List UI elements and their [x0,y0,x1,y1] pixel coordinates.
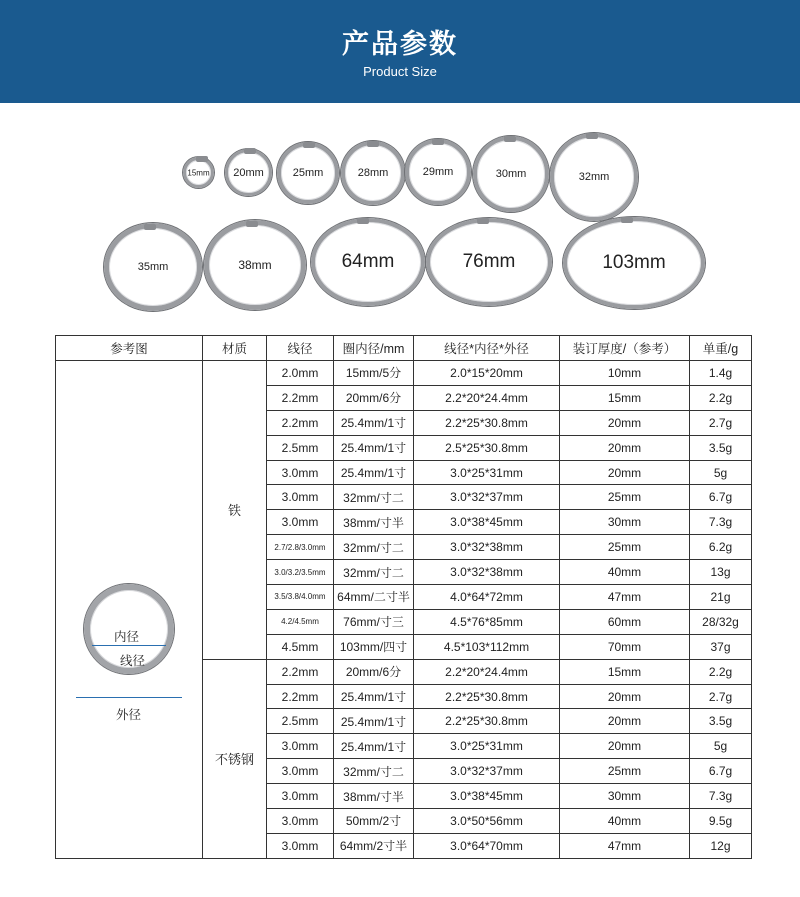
dimensions-cell: 3.0*32*37mm [414,759,560,784]
inner-diameter-cell: 50mm/2寸 [334,809,414,834]
wire-diameter-cell: 2.0mm [267,361,334,386]
unit-weight-cell: 28/32g [690,609,752,634]
dimensions-cell: 3.0*32*37mm [414,485,560,510]
unit-weight-cell: 6.7g [690,759,752,784]
ring-32mm [550,133,638,221]
inner-diameter-cell: 32mm/寸二 [334,560,414,585]
inner-diameter-cell: 15mm/5分 [334,361,414,386]
outer-diameter-arrow [76,697,182,698]
spec-table [55,335,752,859]
col-header: 参考图 [56,336,203,361]
inner-diameter-cell: 25.4mm/1寸 [334,410,414,435]
inner-diameter-cell: 25.4mm/1寸 [334,734,414,759]
wire-diameter-label: 线径 [120,654,146,669]
unit-weight-cell: 5g [690,460,752,485]
unit-weight-cell: 3.5g [690,435,752,460]
unit-weight-cell: 1.4g [690,361,752,386]
table-header-row [56,336,752,361]
ring-label: 25mm [292,167,324,179]
binding-thickness-cell: 60mm [560,609,690,634]
col-header: 线径 [267,336,334,361]
inner-diameter-cell: 32mm/寸二 [334,485,414,510]
material-iron: 铁 [203,361,267,660]
unit-weight-cell: 6.2g [690,535,752,560]
unit-weight-cell: 7.3g [690,510,752,535]
ring-20mm [225,149,272,196]
ring-label: 32mm [578,171,610,183]
binding-thickness-cell: 47mm [560,585,690,610]
inner-diameter-cell: 20mm/6分 [334,659,414,684]
dimensions-cell: 3.0*25*31mm [414,734,560,759]
inner-diameter-cell: 25.4mm/1寸 [334,684,414,709]
unit-weight-cell: 2.7g [690,684,752,709]
wire-diameter-cell: 2.2mm [267,684,334,709]
dimensions-cell: 2.2*25*30.8mm [414,709,560,734]
unit-weight-cell: 2.7g [690,410,752,435]
binding-thickness-cell: 25mm [560,759,690,784]
dimensions-cell: 4.5*76*85mm [414,609,560,634]
inner-diameter-cell: 64mm/二寸半 [334,585,414,610]
ring-64mm [311,218,425,306]
col-header: 材质 [203,336,267,361]
dimensions-cell: 3.0*32*38mm [414,535,560,560]
inner-diameter-cell: 38mm/寸半 [334,510,414,535]
page-subtitle: Product Size [363,64,437,79]
dimensions-cell: 2.2*25*30.8mm [414,684,560,709]
unit-weight-cell: 7.3g [690,784,752,809]
unit-weight-cell: 2.2g [690,659,752,684]
wire-diameter-cell: 2.7/2.8/3.0mm [267,535,334,560]
dimensions-cell: 3.0*38*45mm [414,784,560,809]
wire-diameter-cell: 2.5mm [267,435,334,460]
col-header: 装订厚度/（参考） [560,336,690,361]
dimensions-cell: 3.0*50*56mm [414,809,560,834]
ring-label: 35mm [137,261,169,273]
ring-label: 103mm [602,252,666,273]
ring-label: 76mm [462,251,516,272]
page-title: 产品参数 [342,29,458,60]
ring-76mm [426,218,552,306]
wire-diameter-cell: 2.2mm [267,410,334,435]
unit-weight-cell: 37g [690,634,752,659]
unit-weight-cell: 2.2g [690,385,752,410]
inner-diameter-cell: 32mm/寸二 [334,535,414,560]
wire-diameter-cell: 3.0mm [267,460,334,485]
wire-diameter-cell: 4.2/4.5mm [267,609,334,634]
dimensions-cell: 2.5*25*30.8mm [414,435,560,460]
wire-diameter-cell: 3.0mm [267,784,334,809]
col-header: 圈内径/mm [334,336,414,361]
inner-diameter-cell: 32mm/寸二 [334,759,414,784]
ring-label: 20mm [233,166,264,179]
dimensions-cell: 4.0*64*72mm [414,585,560,610]
ring-25mm [277,142,339,204]
unit-weight-cell: 5g [690,734,752,759]
binding-thickness-cell: 30mm [560,784,690,809]
wire-diameter-cell: 3.0mm [267,734,334,759]
reference-diagram-cell [56,361,203,859]
binding-thickness-cell: 20mm [560,460,690,485]
ring-103mm [563,217,705,309]
ring-label: 29mm [422,166,454,178]
wire-diameter-cell: 2.2mm [267,385,334,410]
binding-thickness-cell: 70mm [560,634,690,659]
unit-weight-cell: 12g [690,833,752,858]
inner-diameter-cell: 103mm/四寸 [334,634,414,659]
binding-thickness-cell: 40mm [560,560,690,585]
dimensions-cell: 2.2*20*24.4mm [414,659,560,684]
binding-thickness-cell: 20mm [560,709,690,734]
col-header: 单重/g [690,336,752,361]
dimensions-cell: 4.5*103*112mm [414,634,560,659]
col-header: 线径*内径*外径 [414,336,560,361]
inner-diameter-label: 内径 [114,630,140,645]
unit-weight-cell: 21g [690,585,752,610]
binding-thickness-cell: 20mm [560,684,690,709]
ring-29mm [405,139,471,205]
wire-diameter-cell: 3.0mm [267,510,334,535]
dimensions-cell: 3.0*64*70mm [414,833,560,858]
ring-label: 15mm [187,168,210,177]
wire-diameter-cell: 3.0/3.2/3.5mm [267,560,334,585]
outer-diameter-label: 外径 [116,708,142,723]
inner-diameter-cell: 25.4mm/1寸 [334,460,414,485]
binding-thickness-cell: 20mm [560,435,690,460]
ring-38mm [204,220,306,310]
binding-thickness-cell: 20mm [560,734,690,759]
binding-thickness-cell: 15mm [560,659,690,684]
inner-diameter-cell: 25.4mm/1寸 [334,435,414,460]
ring-label: 30mm [495,168,527,180]
wire-diameter-cell: 3.0mm [267,485,334,510]
dimensions-cell: 2.2*25*30.8mm [414,410,560,435]
binding-thickness-cell: 30mm [560,510,690,535]
ring-label: 38mm [238,258,272,272]
unit-weight-cell: 9.5g [690,809,752,834]
wire-diameter-cell: 3.5/3.8/4.0mm [267,585,334,610]
inner-diameter-arrow [92,645,166,646]
binding-thickness-cell: 20mm [560,410,690,435]
ring-label: 64mm [341,251,395,272]
inner-diameter-cell: 25.4mm/1寸 [334,709,414,734]
dimensions-cell: 3.0*32*38mm [414,560,560,585]
ring-15mm [183,157,214,188]
wire-diameter-cell: 4.5mm [267,634,334,659]
material-stainless-steel: 不锈钢 [203,659,267,858]
binding-thickness-cell: 15mm [560,385,690,410]
wire-diameter-cell: 2.5mm [267,709,334,734]
wire-diameter-cell: 3.0mm [267,759,334,784]
dimensions-cell: 2.2*20*24.4mm [414,385,560,410]
wire-diameter-cell: 2.2mm [267,659,334,684]
dimensions-cell: 2.0*15*20mm [414,361,560,386]
dimensions-cell: 3.0*38*45mm [414,510,560,535]
dimensions-cell: 3.0*25*31mm [414,460,560,485]
binding-thickness-cell: 47mm [560,833,690,858]
unit-weight-cell: 3.5g [690,709,752,734]
ring-35mm [104,223,202,311]
ring-30mm [473,136,549,212]
ring-diagram [56,459,202,759]
wire-diameter-cell: 3.0mm [267,809,334,834]
ring-size-gallery [0,120,800,320]
inner-diameter-cell: 64mm/2寸半 [334,833,414,858]
inner-diameter-cell: 38mm/寸半 [334,784,414,809]
header-banner [0,0,800,103]
unit-weight-cell: 13g [690,560,752,585]
binding-thickness-cell: 25mm [560,535,690,560]
unit-weight-cell: 6.7g [690,485,752,510]
binding-thickness-cell: 10mm [560,361,690,386]
ring-28mm [341,141,405,205]
inner-diameter-cell: 20mm/6分 [334,385,414,410]
wire-diameter-cell: 3.0mm [267,833,334,858]
inner-diameter-cell: 76mm/寸三 [334,609,414,634]
table-row [56,361,752,386]
ring-label: 28mm [357,167,389,179]
binding-thickness-cell: 40mm [560,809,690,834]
binding-thickness-cell: 25mm [560,485,690,510]
